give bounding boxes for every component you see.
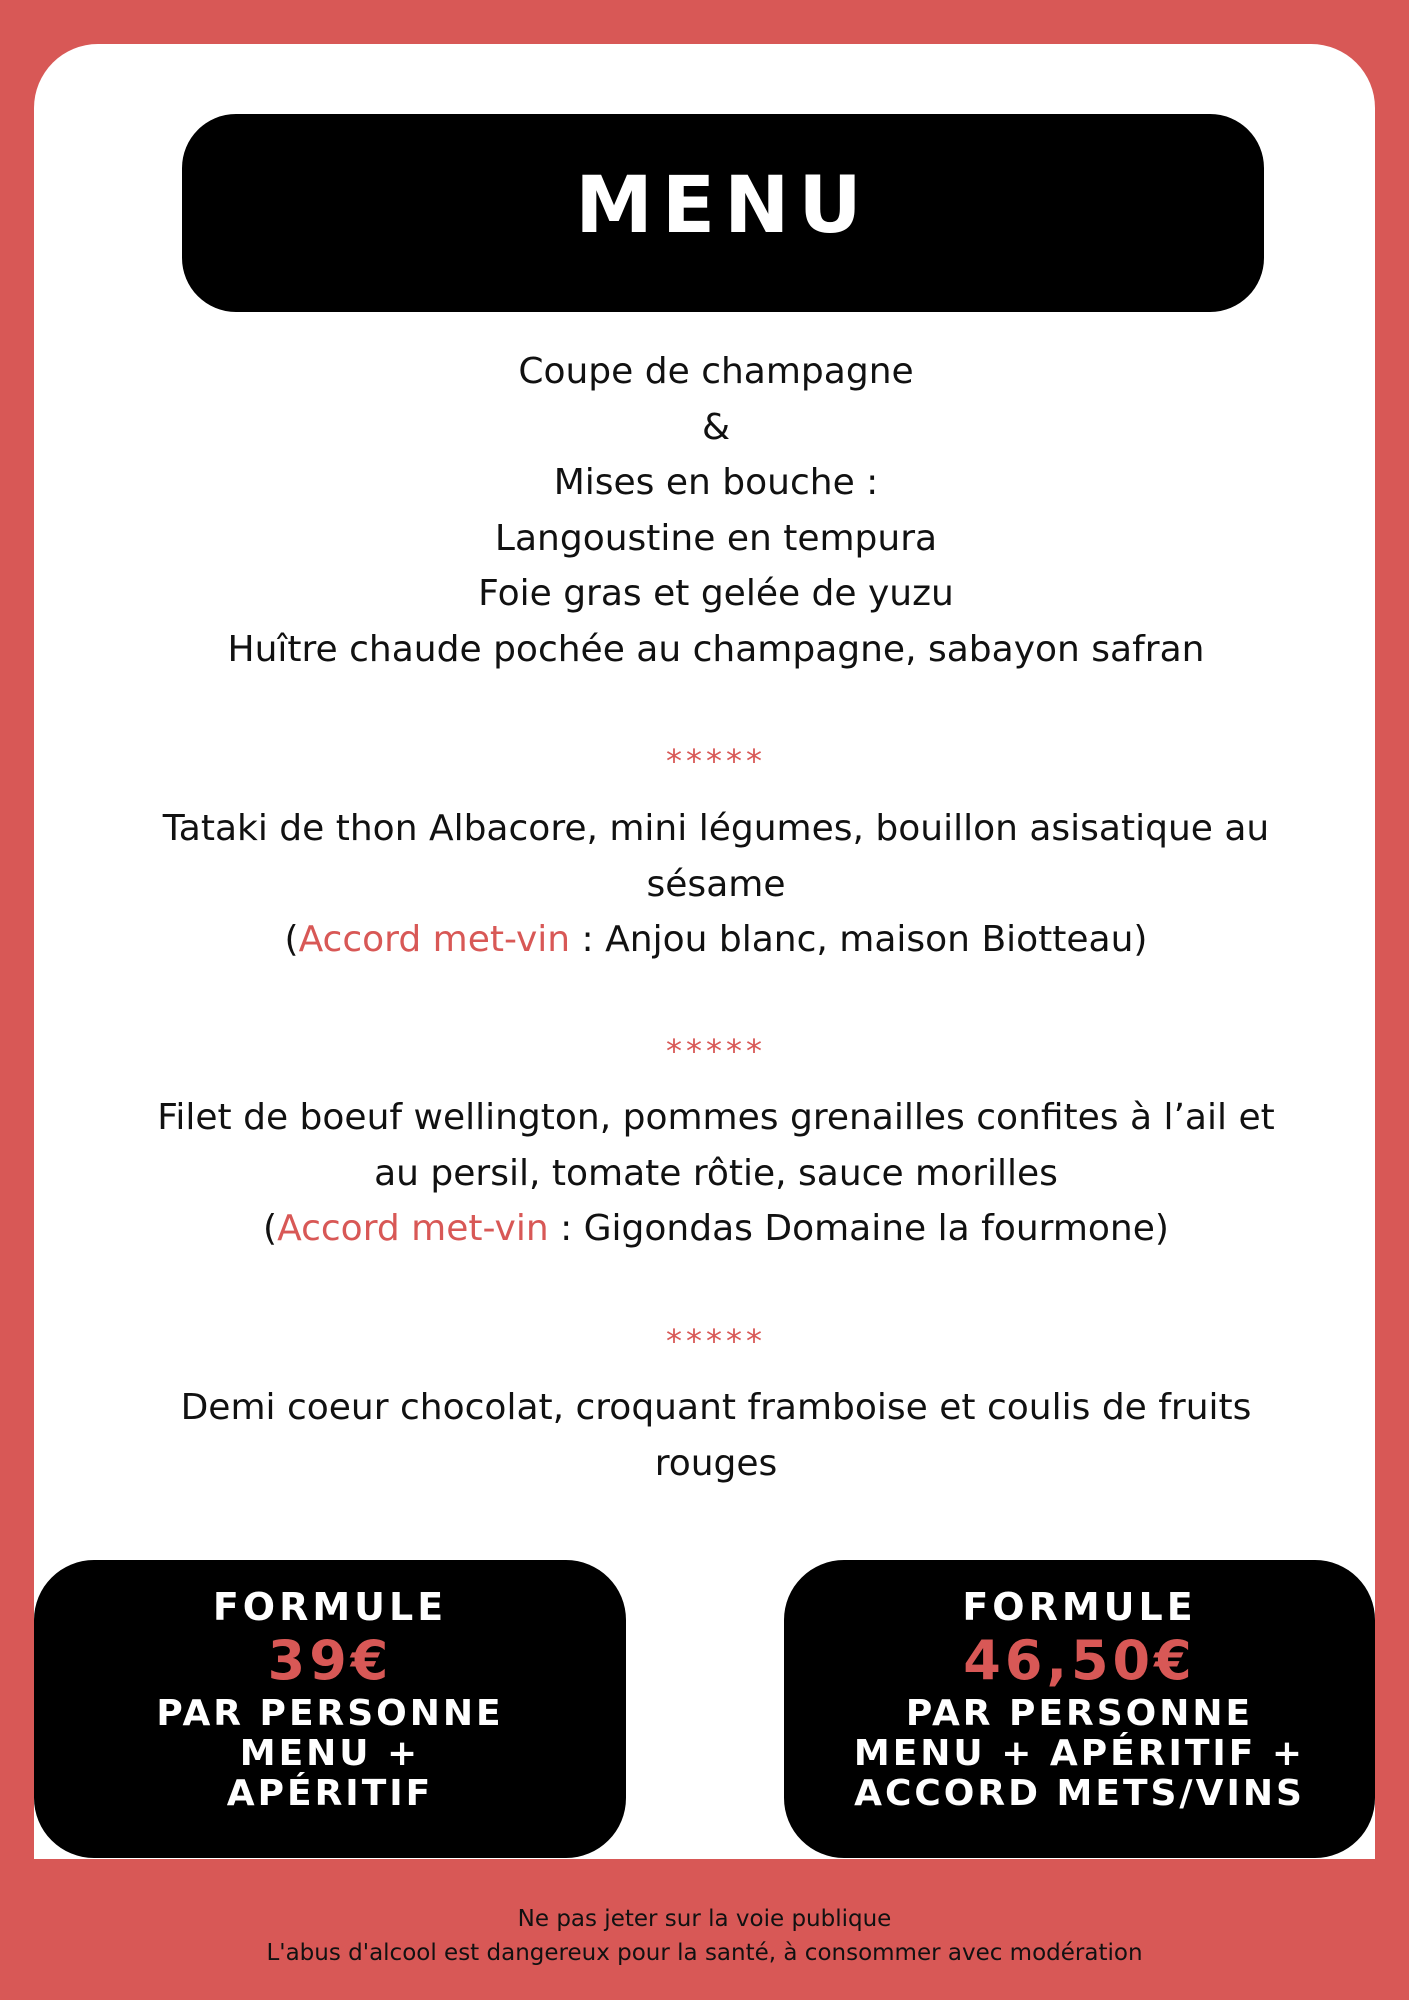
aperitif-line: Langoustine en tempura [494,518,938,559]
footer-notice: Ne pas jeter sur la voie publique [517,1906,892,1932]
aperitif-line: Foie gras et gelée de yuzu [478,573,954,614]
separator-stars: ***** [666,742,766,780]
dessert-line: Demi coeur chocolat, croquant framboise et coulis de fruits [180,1387,1252,1428]
aperitif-line: Huître chaude pochée au champagne, sabayon safran [227,629,1205,670]
formula-price: 46,50€ [963,1629,1196,1692]
starter-pairing [40,919,1392,960]
page-title: MENU [575,161,871,251]
starter-line: sésame [646,864,786,905]
formula-per-person: PAR PERSONNE [156,1693,504,1734]
title-banner [182,114,1264,312]
separator-stars: ***** [666,1322,766,1360]
aperitif-line: & [701,407,731,448]
pairing-open: ( [284,919,299,960]
main-course-line: au persil, tomate rôtie, sauce morilles [374,1153,1058,1194]
dessert-line: rouges [654,1443,778,1484]
pairing-text: : Anjou blanc, maison Biotteau) [570,919,1148,960]
main-course-line: Filet de boeuf wellington, pommes grenailles confites à l’ail et [157,1097,1275,1138]
main-course-pairing [40,1208,1392,1249]
formula-per-person: PAR PERSONNE [905,1693,1254,1734]
formula-detail: ACCORD METS/VINS [854,1773,1305,1814]
formula-box-46-50 [784,1560,1375,1858]
pairing-open: ( [263,1208,278,1249]
formula-box-39 [34,1560,626,1858]
separator-stars: ***** [666,1032,766,1070]
footer-alcohol-warning: L'abus d'alcool est dangereux pour la santé, à consommer avec modération [266,1940,1143,1966]
pairing-text: : Gigondas Domaine la fourmone) [548,1208,1169,1249]
formula-heading: FORMULE [962,1585,1197,1629]
pairing-label: Accord met-vin [277,1208,549,1249]
pairing-label: Accord met-vin [298,919,571,960]
aperitif-line: Mises en bouche : [553,462,879,503]
starter-line: Tataki de thon Albacore, mini légumes, bouillon asisatique au [162,808,1270,849]
formula-detail: MENU + APÉRITIF + [853,1733,1306,1774]
formula-heading: FORMULE [212,1585,448,1629]
formula-price: 39€ [267,1629,393,1692]
formula-detail: MENU + [239,1733,421,1774]
aperitif-line: Coupe de champagne [518,351,914,392]
formula-detail: APÉRITIF [226,1773,434,1814]
